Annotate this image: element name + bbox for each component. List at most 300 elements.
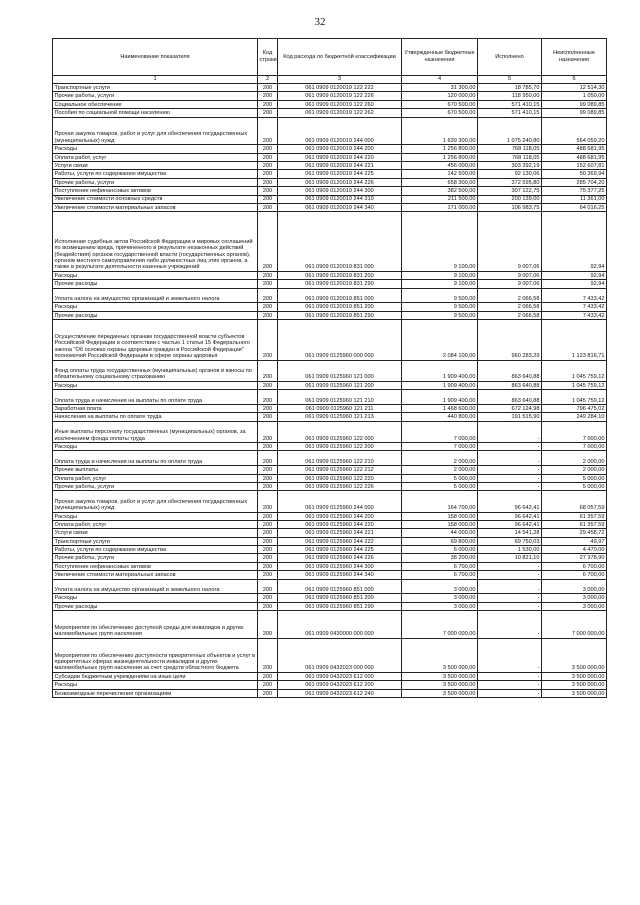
row-approved: 1 639 300,00	[402, 117, 478, 145]
row-budget-code: 061 0909 0120019 244 340	[278, 203, 402, 211]
row-name: Мероприятия по обеспечению доступной среды для инвалидов и других маломобильных групп населения	[53, 611, 258, 639]
row-executed: -	[478, 611, 542, 639]
row-approved: 1 909 400,00	[402, 381, 478, 389]
row-approved: 158 000,00	[402, 520, 478, 528]
row-line-code: 200	[258, 594, 278, 602]
row-approved: 382 500,00	[402, 187, 478, 195]
row-executed: 18 785,70	[478, 84, 542, 92]
table-row	[53, 594, 607, 602]
table-row	[53, 611, 607, 639]
table-row	[53, 546, 607, 554]
column-index: 4	[402, 76, 478, 84]
row-line-code: 200	[258, 320, 278, 360]
row-budget-code: 061 0909 0125960 851 000	[278, 579, 402, 594]
row-unexecuted: 3 000,00	[542, 594, 607, 602]
row-name: Уплата налога на имущество организаций и земельного налога	[53, 579, 258, 594]
row-name: Транспортные услуги	[53, 84, 258, 92]
table-row	[53, 161, 607, 169]
column-index: 3	[278, 76, 402, 84]
row-line-code: 200	[258, 611, 278, 639]
table-row	[53, 320, 607, 360]
row-unexecuted: 152 607,81	[542, 161, 607, 169]
table-body	[53, 84, 607, 698]
row-line-code: 200	[258, 579, 278, 594]
row-executed: 14 541,28	[478, 529, 542, 537]
row-unexecuted: 29 458,72	[542, 529, 607, 537]
row-executed: 118 950,00	[478, 92, 542, 100]
row-approved: 3 500 000,00	[402, 681, 478, 689]
row-unexecuted: 92,94	[542, 271, 607, 279]
row-approved: 3 500 000,00	[402, 638, 478, 672]
column-index: 5	[478, 76, 542, 84]
row-name: Оплата труда и начисления на выплаты по оплате труда	[53, 390, 258, 405]
row-unexecuted: 5 000,00	[542, 474, 607, 482]
row-name: Увеличение стоимости основных средств	[53, 195, 258, 203]
row-approved: 158 000,00	[402, 512, 478, 520]
row-name: Оплата работ, услуг	[53, 520, 258, 528]
row-line-code: 200	[258, 360, 278, 381]
table-row	[53, 288, 607, 303]
row-budget-code: 061 0909 0120019 122 226	[278, 92, 402, 100]
row-budget-code: 061 0909 0120019 831 200	[278, 271, 402, 279]
row-unexecuted: 68 057,59	[542, 491, 607, 512]
row-line-code: 200	[258, 271, 278, 279]
row-executed: 307 122,75	[478, 187, 542, 195]
row-unexecuted: 1 045 759,12	[542, 390, 607, 405]
row-name: Безвозмездные перечисления организациям	[53, 689, 258, 697]
row-line-code: 200	[258, 187, 278, 195]
row-executed: 2 066,58	[478, 288, 542, 303]
row-budget-code: 061 0909 0432023 612 240	[278, 689, 402, 697]
table-row	[53, 520, 607, 528]
table-row	[53, 153, 607, 161]
row-unexecuted: 49,97	[542, 537, 607, 545]
row-line-code: 200	[258, 602, 278, 610]
row-approved: 3 000,00	[402, 602, 478, 610]
row-unexecuted: 6 700,00	[542, 562, 607, 570]
table-row	[53, 92, 607, 100]
row-name: Осуществление переданных органам государственной власти субъектов Российской Федерации в соответствии с частью 1 статьи 15 Федерального закона "Об основах охраны здоровья граждан в Российской Федерации" полномочий Российской Федерации в сфере охраны здоровья	[53, 320, 258, 360]
row-unexecuted: 92,94	[542, 212, 607, 272]
row-name: Оплата работ, услуг	[53, 153, 258, 161]
row-line-code: 200	[258, 562, 278, 570]
row-approved: 9 100,00	[402, 280, 478, 288]
row-line-code: 200	[258, 195, 278, 203]
row-unexecuted: 796 475,02	[542, 405, 607, 413]
row-unexecuted: 50 369,94	[542, 170, 607, 178]
row-name: Расходы	[53, 681, 258, 689]
row-budget-code: 061 0909 0432023 000 000	[278, 638, 402, 672]
row-unexecuted: 92,94	[542, 280, 607, 288]
row-budget-code: 061 0909 0125960 122 212	[278, 466, 402, 474]
row-name: Исполнение судебных актов Российской Федерации и мировых соглашений по возмещению вреда, причиненного в результате незаконных действий (бездействия) органов государственной власти (государственных органов), органов местного самоуправления либо должностных лиц этих органов, а также в результате деятельности казенных учреждений	[53, 212, 258, 272]
header-approved: Утвержденные бюджетные назначения	[402, 39, 478, 76]
row-executed: 372 595,80	[478, 178, 542, 186]
row-budget-code: 061 0909 0120019 244 300	[278, 187, 402, 195]
row-line-code: 200	[258, 546, 278, 554]
row-approved: 3 000,00	[402, 579, 478, 594]
row-budget-code: 061 0909 0125960 121 211	[278, 405, 402, 413]
table-row	[53, 413, 607, 421]
row-budget-code: 061 0909 0125960 851 200	[278, 594, 402, 602]
row-executed: 9 007,06	[478, 212, 542, 272]
row-unexecuted: 99 089,85	[542, 100, 607, 108]
table-row	[53, 360, 607, 381]
row-executed: 768 118,05	[478, 145, 542, 153]
row-name: Прочие работы, услуги	[53, 178, 258, 186]
row-name: Пособия по социальной помощи населению	[53, 109, 258, 117]
row-unexecuted: 7 000,00	[542, 442, 607, 450]
row-unexecuted: 61 357,59	[542, 520, 607, 528]
row-line-code: 200	[258, 421, 278, 442]
row-unexecuted: 75 377,25	[542, 187, 607, 195]
row-approved: 44 000,00	[402, 529, 478, 537]
row-unexecuted: 61 357,59	[542, 512, 607, 520]
row-line-code: 200	[258, 109, 278, 117]
row-line-code: 200	[258, 474, 278, 482]
row-name: Услуги связи	[53, 161, 258, 169]
row-approved: 6 700,00	[402, 562, 478, 570]
table-row	[53, 195, 607, 203]
row-name: Прочие работы, услуги	[53, 482, 258, 490]
row-unexecuted: 3 500 000,00	[542, 689, 607, 697]
row-line-code: 200	[258, 482, 278, 490]
table-row	[53, 390, 607, 405]
row-budget-code: 061 0909 0125960 244 226	[278, 554, 402, 562]
row-executed: 303 392,19	[478, 161, 542, 169]
row-approved: 2 000,00	[402, 451, 478, 466]
row-executed: -	[478, 638, 542, 672]
column-index: 1	[53, 76, 258, 84]
row-unexecuted: 3 500 000,00	[542, 681, 607, 689]
row-executed: 1 530,00	[478, 546, 542, 554]
row-budget-code: 061 0909 0125960 244 300	[278, 562, 402, 570]
row-name: Оплата работ, услуг	[53, 474, 258, 482]
row-name: Поступление нефинансовых активов	[53, 562, 258, 570]
row-name: Услуги связи	[53, 529, 258, 537]
row-line-code: 200	[258, 529, 278, 537]
row-name: Прочие расходы	[53, 311, 258, 319]
row-name: Расходы	[53, 271, 258, 279]
row-unexecuted: 1 045 759,12	[542, 360, 607, 381]
row-executed: -	[478, 594, 542, 602]
row-name: Прочая закупка товаров, работ и услуг для обеспечения государственных (муниципальных) нужд	[53, 117, 258, 145]
header-line-code: Код строки	[258, 39, 278, 76]
table-row	[53, 554, 607, 562]
row-unexecuted: 1 050,00	[542, 92, 607, 100]
row-line-code: 200	[258, 512, 278, 520]
row-unexecuted: 2 000,00	[542, 466, 607, 474]
row-budget-code: 061 0909 0120019 244 220	[278, 153, 402, 161]
table-row	[53, 117, 607, 145]
table-row	[53, 602, 607, 610]
table-row	[53, 529, 607, 537]
row-executed: 571 410,15	[478, 100, 542, 108]
row-unexecuted: 4 470,00	[542, 546, 607, 554]
table-row	[53, 512, 607, 520]
row-line-code: 200	[258, 212, 278, 272]
row-name: Фонд оплаты труда государственных (муниципальных) органов и взносы по обязательному социальному страхованию	[53, 360, 258, 381]
row-unexecuted: 27 378,90	[542, 554, 607, 562]
row-line-code: 200	[258, 689, 278, 697]
table-row	[53, 170, 607, 178]
row-name: Прочие расходы	[53, 280, 258, 288]
row-executed: 9 007,06	[478, 280, 542, 288]
table-row	[53, 187, 607, 195]
row-executed: 92 130,06	[478, 170, 542, 178]
row-budget-code: 061 0909 0125960 121 200	[278, 381, 402, 389]
row-unexecuted: 7 433,42	[542, 311, 607, 319]
table-row	[53, 421, 607, 442]
row-name: Субсидии бюджетным учреждениям на иные цели	[53, 672, 258, 680]
row-unexecuted: 6 700,00	[542, 571, 607, 579]
row-name: Поступление нефинансовых активов	[53, 187, 258, 195]
row-executed: 9 007,06	[478, 271, 542, 279]
column-index: 6	[542, 76, 607, 84]
row-budget-code: 061 0909 0125960 244 220	[278, 520, 402, 528]
row-name: Иные выплаты персоналу государственных (муниципальных) органов, за исключением фонда оплаты труда	[53, 421, 258, 442]
table-row	[53, 451, 607, 466]
row-executed: 672 124,98	[478, 405, 542, 413]
row-approved: 1 256 800,00	[402, 153, 478, 161]
row-approved: 1 909 400,00	[402, 360, 478, 381]
row-unexecuted: 3 000,00	[542, 602, 607, 610]
row-budget-code: 061 0909 0125960 122 210	[278, 451, 402, 466]
row-executed: 1 075 240,80	[478, 117, 542, 145]
table-row	[53, 145, 607, 153]
row-line-code: 200	[258, 451, 278, 466]
row-name: Начисления на выплаты по оплате труда	[53, 413, 258, 421]
header-unexecuted: Неисполненные назначения	[542, 39, 607, 76]
row-line-code: 200	[258, 145, 278, 153]
row-unexecuted: 3 000,00	[542, 579, 607, 594]
row-line-code: 200	[258, 554, 278, 562]
row-line-code: 200	[258, 413, 278, 421]
row-executed: 863 640,88	[478, 390, 542, 405]
row-budget-code: 061 0909 0120019 122 262	[278, 109, 402, 117]
row-budget-code: 061 0909 0125960 122 000	[278, 421, 402, 442]
table-row	[53, 303, 607, 311]
row-approved: 440 800,00	[402, 413, 478, 421]
row-executed: 96 642,41	[478, 512, 542, 520]
row-unexecuted: 7 433,42	[542, 303, 607, 311]
row-budget-code: 061 0909 0125960 121 000	[278, 360, 402, 381]
row-budget-code: 061 0909 0125960 244 200	[278, 512, 402, 520]
row-approved: 9 500,00	[402, 311, 478, 319]
row-executed: 960 283,29	[478, 320, 542, 360]
row-executed: 10 821,10	[478, 554, 542, 562]
row-approved: 456 000,00	[402, 161, 478, 169]
row-approved: 2 000,00	[402, 466, 478, 474]
row-executed: 191 515,90	[478, 413, 542, 421]
row-name: Работы, услуги по содержанию имущества	[53, 546, 258, 554]
row-line-code: 200	[258, 161, 278, 169]
row-unexecuted: 7 000 000,00	[542, 611, 607, 639]
row-budget-code: 061 0909 0120019 122 260	[278, 100, 402, 108]
row-unexecuted: 564 059,20	[542, 117, 607, 145]
row-name: Оплата труда и начисления на выплаты по оплате труда	[53, 451, 258, 466]
row-approved: 7 000,00	[402, 442, 478, 450]
row-executed: 96 642,41	[478, 491, 542, 512]
row-unexecuted: 488 681,95	[542, 153, 607, 161]
row-approved: 9 100,00	[402, 271, 478, 279]
row-approved: 9 500,00	[402, 288, 478, 303]
row-line-code: 200	[258, 537, 278, 545]
row-executed: 96 642,41	[478, 520, 542, 528]
row-approved: 31 300,00	[402, 84, 478, 92]
row-approved: 5 000,00	[402, 474, 478, 482]
row-name: Расходы	[53, 381, 258, 389]
table-row	[53, 562, 607, 570]
row-name: Заработная плата	[53, 405, 258, 413]
row-executed: 2 066,58	[478, 311, 542, 319]
row-budget-code: 061 0909 0120019 244 000	[278, 117, 402, 145]
row-approved: 2 084 100,00	[402, 320, 478, 360]
row-budget-code: 061 0909 0125960 122 226	[278, 482, 402, 490]
row-unexecuted: 249 284,10	[542, 413, 607, 421]
row-executed: -	[478, 562, 542, 570]
row-executed: -	[478, 571, 542, 579]
row-approved: 670 500,00	[402, 109, 478, 117]
row-name: Прочие работы, услуги	[53, 92, 258, 100]
row-line-code: 200	[258, 92, 278, 100]
row-budget-code: 061 0909 0120019 244 225	[278, 170, 402, 178]
row-budget-code: 061 0909 0125960 244 000	[278, 491, 402, 512]
row-unexecuted: 5 000,00	[542, 482, 607, 490]
row-name: Расходы	[53, 303, 258, 311]
table-row	[53, 109, 607, 117]
row-approved: 7 000 000,00	[402, 611, 478, 639]
row-approved: 1 909 400,00	[402, 390, 478, 405]
row-name: Транспортные услуги	[53, 537, 258, 545]
row-executed: -	[478, 689, 542, 697]
row-line-code: 200	[258, 638, 278, 672]
row-line-code: 200	[258, 681, 278, 689]
row-line-code: 200	[258, 117, 278, 145]
row-executed: 69 750,03	[478, 537, 542, 545]
row-budget-code: 061 0909 0125960 000 000	[278, 320, 402, 360]
row-approved: 38 200,00	[402, 554, 478, 562]
table-row	[53, 537, 607, 545]
row-budget-code: 061 0909 0125960 851 290	[278, 602, 402, 610]
row-approved: 1 468 600,00	[402, 405, 478, 413]
row-name: Расходы	[53, 512, 258, 520]
row-budget-code: 061 0909 0120019 851 290	[278, 311, 402, 319]
row-budget-code: 061 0909 0120019 244 221	[278, 161, 402, 169]
row-approved: 1 256 800,00	[402, 145, 478, 153]
table-row	[53, 311, 607, 319]
row-line-code: 200	[258, 405, 278, 413]
row-budget-code: 061 0909 0125960 244 222	[278, 537, 402, 545]
table-row	[53, 571, 607, 579]
table-row	[53, 681, 607, 689]
row-approved: 658 300,00	[402, 178, 478, 186]
row-executed: 106 983,75	[478, 203, 542, 211]
row-approved: 211 500,00	[402, 195, 478, 203]
row-line-code: 200	[258, 491, 278, 512]
table-row	[53, 482, 607, 490]
table-row	[53, 579, 607, 594]
row-name: Социальное обеспечение	[53, 100, 258, 108]
row-executed: 2 066,58	[478, 303, 542, 311]
row-budget-code: 061 0909 0120019 122 222	[278, 84, 402, 92]
row-executed: -	[478, 451, 542, 466]
row-line-code: 200	[258, 280, 278, 288]
row-line-code: 200	[258, 390, 278, 405]
row-line-code: 200	[258, 203, 278, 211]
row-unexecuted: 7 433,42	[542, 288, 607, 303]
row-name: Работы, услуги по содержанию имущества	[53, 170, 258, 178]
row-unexecuted: 11 361,00	[542, 195, 607, 203]
row-line-code: 200	[258, 84, 278, 92]
row-budget-code: 061 0909 0120019 244 226	[278, 178, 402, 186]
header-name: Наименование показателя	[53, 39, 258, 76]
row-unexecuted: 1 045 759,12	[542, 381, 607, 389]
header-budget-code: Код расхода по бюджетной классификации	[278, 39, 402, 76]
row-name: Прочие расходы	[53, 602, 258, 610]
row-line-code: 200	[258, 442, 278, 450]
row-budget-code: 061 0909 0120019 851 000	[278, 288, 402, 303]
table-row	[53, 466, 607, 474]
row-budget-code: 061 0909 0125960 122 220	[278, 474, 402, 482]
row-executed: 863 640,88	[478, 360, 542, 381]
row-name: Расходы	[53, 442, 258, 450]
row-budget-code: 061 0909 0125960 122 200	[278, 442, 402, 450]
row-budget-code: 061 0909 0125960 121 213	[278, 413, 402, 421]
row-budget-code: 061 0909 0120019 831 290	[278, 280, 402, 288]
row-budget-code: 061 0909 0430000 000 000	[278, 611, 402, 639]
row-name: Увеличение стоимости материальных запасов	[53, 203, 258, 211]
row-executed: 863 640,88	[478, 381, 542, 389]
row-approved: 142 500,00	[402, 170, 478, 178]
row-approved: 6 700,00	[402, 571, 478, 579]
row-executed: -	[478, 602, 542, 610]
table-row	[53, 84, 607, 92]
header-row	[53, 39, 607, 76]
row-unexecuted: 2 000,00	[542, 451, 607, 466]
row-line-code: 200	[258, 288, 278, 303]
row-approved: 120 000,00	[402, 92, 478, 100]
row-budget-code: 061 0909 0432023 612 000	[278, 672, 402, 680]
row-budget-code: 061 0909 0120019 851 200	[278, 303, 402, 311]
row-name: Мероприятия по обеспечению доступности приоритетных объектов и услуг в приоритетных сферах жизнедеятельности инвалидов и других маломобильных групп населения за счет средств областного бюджета	[53, 638, 258, 672]
row-approved: 69 800,00	[402, 537, 478, 545]
row-approved: 7 000,00	[402, 421, 478, 442]
row-budget-code: 061 0909 0120019 244 310	[278, 195, 402, 203]
table-row	[53, 491, 607, 512]
row-approved: 3 500 000,00	[402, 672, 478, 680]
row-line-code: 200	[258, 170, 278, 178]
row-line-code: 200	[258, 311, 278, 319]
row-name: Уплата налога на имущество организаций и земельного налога	[53, 288, 258, 303]
table-row	[53, 280, 607, 288]
row-line-code: 200	[258, 466, 278, 474]
row-line-code: 200	[258, 100, 278, 108]
row-executed: -	[478, 672, 542, 680]
table-row	[53, 100, 607, 108]
row-unexecuted: 64 016,25	[542, 203, 607, 211]
table-row	[53, 212, 607, 272]
table-row	[53, 474, 607, 482]
table-row	[53, 689, 607, 697]
row-budget-code: 061 0909 0120019 244 200	[278, 145, 402, 153]
row-unexecuted: 7 000,00	[542, 421, 607, 442]
row-approved: 670 500,00	[402, 100, 478, 108]
row-unexecuted: 3 500 000,00	[542, 638, 607, 672]
row-executed: -	[478, 579, 542, 594]
row-approved: 3 500 000,00	[402, 689, 478, 697]
row-line-code: 200	[258, 520, 278, 528]
